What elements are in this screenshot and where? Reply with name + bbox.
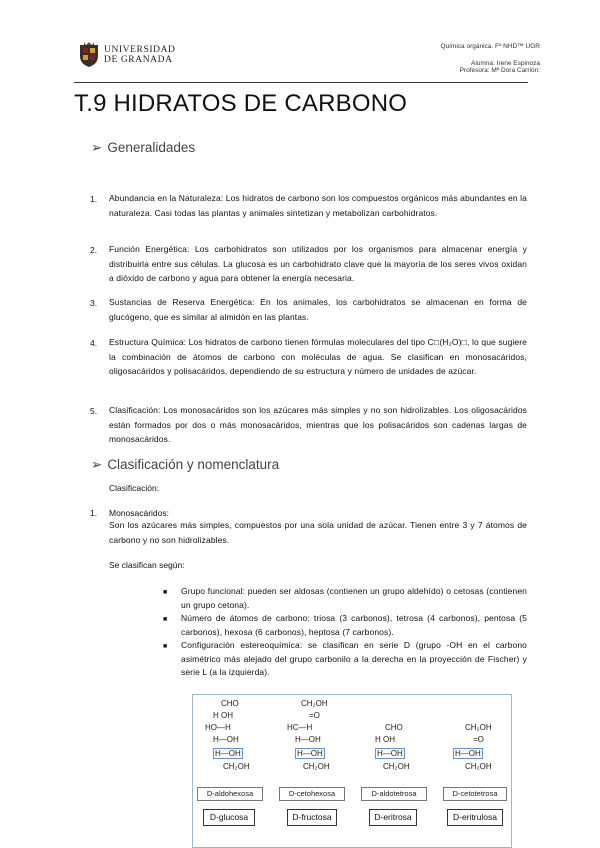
chem-row: H OH (375, 735, 395, 744)
chem-row-highlight: H—OH (297, 749, 323, 758)
chem-top: CH₂OH (301, 699, 328, 708)
university-logo (78, 42, 176, 68)
list-number: 3. (90, 298, 98, 308)
chem-row: =O (473, 735, 484, 744)
caption-type: D-aldotetrosa (361, 787, 427, 801)
bullet-numero-carbonos: Número de átomos de carbono: triosa (3 carbonos), tetrosa (4 carbonos), pentosa (5 carbonos), hexosa (6 carbonos), heptosa (7 carbonos). (181, 613, 527, 637)
chem-top: CHO (385, 723, 403, 732)
bullet-configuracion: Configuración estereoquímica: se clasifican en serie D (grupo -OH en el carbono asimétrico más alejado del grupo carbonilo a la derecha en la proyección de Fischer) y serie L (a la izquierda). (181, 640, 527, 678)
fischer-projections-figure (192, 694, 512, 848)
bullet-grupo-funcional: Grupo funcional: pueden ser aldosas (contienen un grupo aldehído) o cetosas (contienen un grupo cetona). (181, 586, 527, 610)
bullet-icon: ■ (163, 616, 168, 623)
professor-label: Profesora: Mª Dora Carrión: (459, 67, 540, 74)
chem-row: H—OH (213, 735, 239, 744)
list-number: 5. (90, 406, 98, 416)
list-number: 1. (90, 508, 98, 518)
chem-bottom: CH₂OH (223, 762, 250, 771)
chem-top: CHO (221, 699, 239, 708)
list-item-clasificacion: Clasificación: Los monosacáridos son los azúcares más simples y no son hidrolizables. Los oligosacáridos están formados por dos o más monosacáridos, mientras que los polisacáridos son cadenas largas de monosacáridos. (109, 405, 527, 444)
list-number: 1. (90, 194, 98, 204)
chem-row: HO—H (205, 723, 231, 732)
arrow-icon: ➢ (91, 457, 103, 472)
section-heading-generalidades (91, 140, 195, 156)
chem-bottom: CH₂OH (383, 762, 410, 771)
caption-name: D-eritrosa (369, 809, 417, 826)
student-label: Alumna: Irene Espinoza (470, 60, 540, 67)
chem-bottom: CH₂OH (465, 762, 492, 771)
chem-row: H—OH (295, 735, 321, 744)
caption-type: D-cetohexosa (279, 787, 345, 801)
crest-icon (78, 42, 100, 68)
header-divider (74, 82, 528, 83)
list-number: 2. (90, 245, 98, 255)
chem-row: H OH (213, 711, 233, 720)
caption-name: D-fructosa (287, 809, 337, 826)
caption-name: D-eritrulosa (447, 809, 503, 826)
chem-bottom: CH₂OH (303, 762, 330, 771)
chem-row: HC—H (287, 723, 313, 732)
section-label: Generalidades (107, 140, 196, 155)
list-item-funcion-energetica: Función Energética: Los carbohidratos son utilizados por los organismos para almacenar energía y distribuirla entre sus células. La glucosa es un carbohidrato clave que la mayoría de los seres vivos oxidan a dióxido de carbono y agua para obtener la energía necesaria. (109, 244, 527, 283)
section-label: Clasificación y nomenclatura (107, 457, 280, 472)
chem-row-highlight: H—OH (455, 749, 481, 758)
caption-type: D-aldohexosa (197, 787, 263, 801)
list-number: 4. (90, 338, 98, 348)
monosacaridos-title: Monosacáridos: (109, 508, 170, 518)
course-label: Química orgánica. Fº NHD™ UGR (440, 43, 540, 50)
list-item-abundancia: Abundancia en la Naturaleza: Los hidratos de carbono son los compuestos orgánicos más abundantes en la naturaleza. Casi todas las plantas y animales sintetizan y metabolizan carbohidratos. (109, 193, 527, 218)
arrow-icon: ➢ (91, 140, 103, 155)
chem-top: CH₂OH (465, 723, 492, 732)
university-name-line2: DE GRANADA (104, 55, 173, 65)
chem-row: =O (309, 711, 320, 720)
chem-row-highlight: H—OH (215, 749, 241, 758)
bullet-icon: ■ (163, 589, 168, 596)
university-name-line1: UNIVERSIDAD (104, 45, 176, 55)
monosacaridos-text: Son los azúcares más simples, compuestos por una sola unidad de azúcar. Tienen entre 3 y 7 átomos de carbono y no son hidrolizables. (109, 520, 527, 545)
clasificacion-subtitle: Clasificación: (109, 483, 160, 493)
caption-type: D-cetotetrosa (443, 787, 507, 801)
structure-fructosa (285, 699, 345, 779)
section-heading-clasificacion (91, 457, 279, 473)
list-item-estructura-quimica: Estructura Química: Los hidratos de carbono tienen fórmulas moleculares del tipo C□(H₂O)□, lo que sugiere la combinación de átomos de carbono con moléculas de agua. Se clasifican en monosacáridos, oligosacáridos y polisacáridos, dependiendo de su estructura y número de unidades de azúcar. (109, 337, 527, 376)
chem-row-highlight: H—OH (377, 749, 403, 758)
structure-glucosa (199, 699, 259, 779)
list-item-reserva-energetica: Sustancias de Reserva Energética: En los animales, los carbohidratos se almacenan en forma de glucógeno, que es similar al almidón en las plantas. (109, 297, 527, 322)
caption-name: D-glucosa (203, 809, 255, 826)
page-title: T.9 HIDRATOS DE CARBONO (74, 90, 408, 117)
bullet-icon: ■ (163, 643, 168, 650)
clasifican-segun: Se clasifican según: (109, 560, 185, 570)
